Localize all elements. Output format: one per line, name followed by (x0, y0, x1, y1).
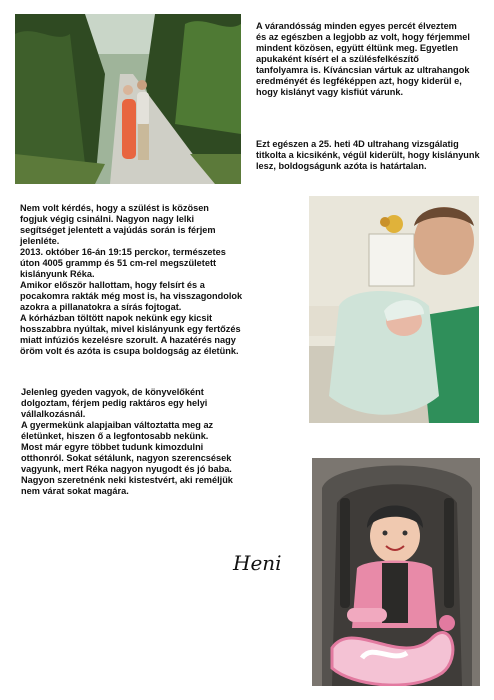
photo-couple-garden-path (15, 14, 241, 184)
signature: Heni (233, 551, 282, 575)
paragraph-present: Jelenleg gyeden vagyok, de könyvelőként dolgoztam, férjem pedig raktáros egy helyi vállalkozásnál. A gyermekünk alapjaiban változtatta meg az életünket, hiszen ő a legfontosabb nekünk. Most már egyre többet tudunk kimozdulni otthonról. Sokat sétálunk, nagyon szerencsések vagyunk, mert Réka nagyon nyugodt és jó baba. Nagyon szeretnénk neki kistestvért, aki reméljük nem várat sokat magára. (21, 387, 233, 496)
photo-baby-car-seat (312, 458, 480, 686)
paragraph-intro: A várandósság minden egyes percét élveztem és az egészben a legjobb az volt, hogy férjemmel mindent közösen, együtt éltünk meg. Egyetlen apukaként kísért el a szülésfelkészítő tanfolyamra is. Kíváncsian vártuk az ultrahangok eredményét és legféképpen azt, hogy kiderül e, hogy kislányt vagy kisfiút várunk. (256, 21, 470, 97)
paragraph-ultrasound: Ezt egészen a 25. heti 4D ultrahang vizsgálatig titkolta a kicsikénk, végül kiderült, hogy kislányunk lesz, boldogságunk azóta is határtalan. (256, 139, 480, 171)
photo-father-newborn-hospital (309, 196, 479, 423)
paragraph-birth: Nem volt kérdés, hogy a szülést is közösen fogjuk végig csinálni. Nagyon nagy lelki segítséget jelentett a vajúdás során is férjem jelenléte. 2013. október 16-án 19:15 perckor, természetes úton 4005 grammp és 51 cm-rel megszületett kislányunk Réka. Amikor először hallottam, hogy felsírt és a pocakomra rakták még most is, ha visszagondolok azokra a pillanatokra a sírás fojtogat. A kórházban töltött napok nekünk egy kicsit hosszabbra nyúltak, mivel kislányunk egy fertőzés miatt infúziós kezelésre szorult. A hazatérés nagy öröm volt és azóta is csupa boldogság az életünk. (20, 203, 243, 356)
